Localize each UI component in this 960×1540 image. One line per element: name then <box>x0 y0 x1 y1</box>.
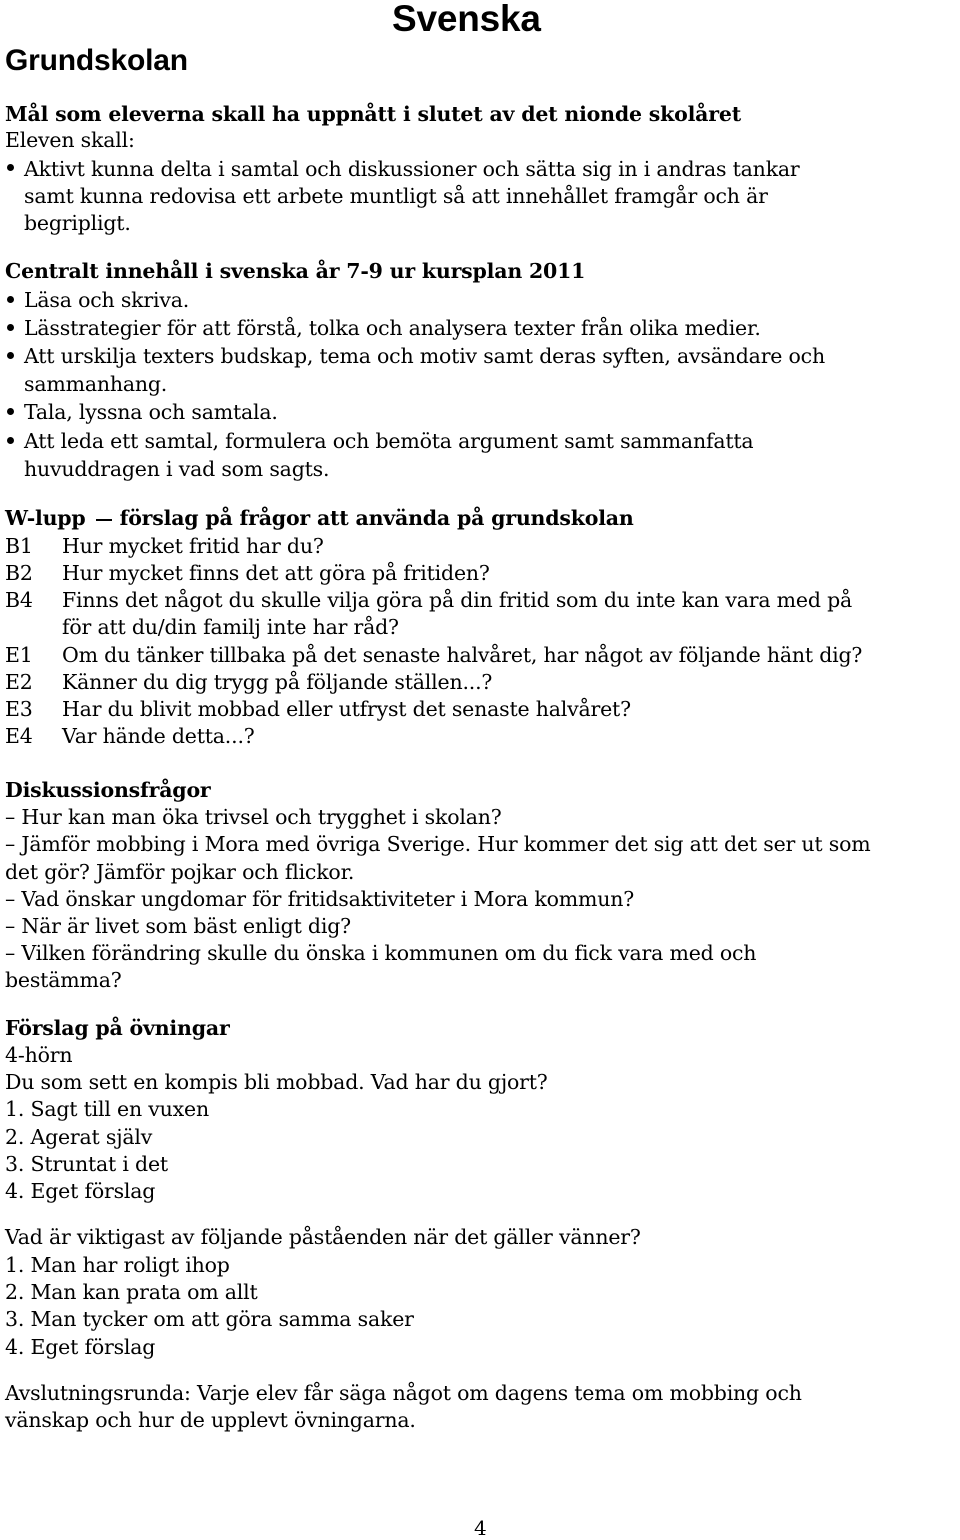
goals-intro: Eleven skall: <box>5 128 135 152</box>
exercise-line: 1. Man har roligt ihop <box>5 1253 230 1277</box>
exercise-line: 3. Struntat i det <box>5 1152 168 1176</box>
discussion-heading: Diskussionsfrågor <box>5 778 211 802</box>
exercise-line: 4-hörn <box>5 1043 73 1067</box>
discussion-line: – När är livet som bäst enligt dig? <box>5 914 351 938</box>
question-text: Känner du dig trygg på följande ställen...? <box>62 670 493 694</box>
question-code: E1 <box>5 643 33 667</box>
exercise-line: 2. Man kan prata om allt <box>5 1280 258 1304</box>
exercise-line: Vad är viktigast av följande påståenden när det gäller vänner? <box>5 1225 641 1249</box>
goals-heading: Mål som eleverna skall ha uppnått i slutet av det nionde skolåret <box>5 102 741 126</box>
question-text-cont: för att du/din familj inte har råd? <box>62 615 399 639</box>
discussion-line: – Vilken förändring skulle du önska i kommunen om du fick vara med och <box>5 941 757 965</box>
bullet-icon <box>7 437 14 444</box>
closing-line: vänskap och hur de upplevt övningarna. <box>5 1408 416 1432</box>
goals-bullet-line: begripligt. <box>24 211 131 235</box>
question-text: Om du tänker tillbaka på det senaste halvåret, har något av följande hänt dig? <box>62 643 863 667</box>
wlupp-heading <box>5 508 634 529</box>
question-code: E3 <box>5 697 33 721</box>
question-code: B4 <box>5 588 33 612</box>
question-code: B1 <box>5 534 33 558</box>
question-text: Finns det något du skulle vilja göra på din fritid som du inte kan vara med på <box>62 588 853 612</box>
question-text: Var hände detta...? <box>62 724 255 748</box>
central-item: Läsa och skriva. <box>24 288 190 312</box>
bullet-icon <box>7 408 14 415</box>
question-code: B2 <box>5 561 33 585</box>
wlupp-heading-part1: W-lupp <box>5 506 86 530</box>
bullet-icon <box>7 352 14 359</box>
school-title: Grundskolan <box>5 44 188 77</box>
exercises-heading: Förslag på övningar <box>5 1016 230 1040</box>
goals-bullet-line: Aktivt kunna delta i samtal och diskussioner och sätta sig in i andras tankar <box>24 157 800 181</box>
central-item-cont: huvuddragen i vad som sagts. <box>24 457 330 481</box>
bullet-icon <box>7 324 14 331</box>
central-item-cont: sammanhang. <box>24 372 168 396</box>
bullet-icon <box>7 164 14 171</box>
exercise-line: Du som sett en kompis bli mobbad. Vad har du gjort? <box>5 1070 548 1094</box>
central-item: Att leda ett samtal, formulera och bemöta argument samt sammanfatta <box>24 429 754 453</box>
central-item: Lässtrategier för att förstå, tolka och analysera texter från olika medier. <box>24 316 761 340</box>
discussion-line: – Vad önskar ungdomar för fritidsaktiviteter i Mora kommun? <box>5 887 634 911</box>
page-number: 4 <box>474 1516 487 1540</box>
exercise-line: 2. Agerat själv <box>5 1125 153 1149</box>
subject-title: Svenska <box>392 0 541 39</box>
central-item: Att urskilja texters budskap, tema och motiv samt deras syften, avsändare och <box>24 344 825 368</box>
discussion-line: – Jämför mobbing i Mora med övriga Sverige. Hur kommer det sig att det ser ut som <box>5 832 871 856</box>
exercise-line: 4. Eget förslag <box>5 1179 156 1203</box>
wlupp-heading-part2: förslag på frågor att använda på grundskolan <box>119 506 634 530</box>
exercise-line: 1. Sagt till en vuxen <box>5 1097 209 1121</box>
discussion-line: bestämma? <box>5 968 122 992</box>
question-text: Hur mycket fritid har du? <box>62 534 324 558</box>
exercise-line: 4. Eget förslag <box>5 1335 156 1359</box>
bullet-icon <box>7 296 14 303</box>
question-code: E2 <box>5 670 33 694</box>
exercise-line: 3. Man tycker om att göra samma saker <box>5 1307 414 1331</box>
dash-icon <box>96 519 112 521</box>
question-text: Har du blivit mobbad eller utfryst det senaste halvåret? <box>62 697 631 721</box>
central-heading: Centralt innehåll i svenska år 7-9 ur kursplan 2011 <box>5 259 586 283</box>
discussion-line: det gör? Jämför pojkar och flickor. <box>5 860 355 884</box>
goals-bullet-line: samt kunna redovisa ett arbete muntligt så att innehållet framgår och är <box>24 184 768 208</box>
discussion-line: – Hur kan man öka trivsel och trygghet i skolan? <box>5 805 502 829</box>
central-item: Tala, lyssna och samtala. <box>24 400 278 424</box>
question-code: E4 <box>5 724 33 748</box>
closing-line: Avslutningsrunda: Varje elev får säga något om dagens tema om mobbing och <box>5 1381 802 1405</box>
question-text: Hur mycket finns det att göra på fritiden? <box>62 561 490 585</box>
